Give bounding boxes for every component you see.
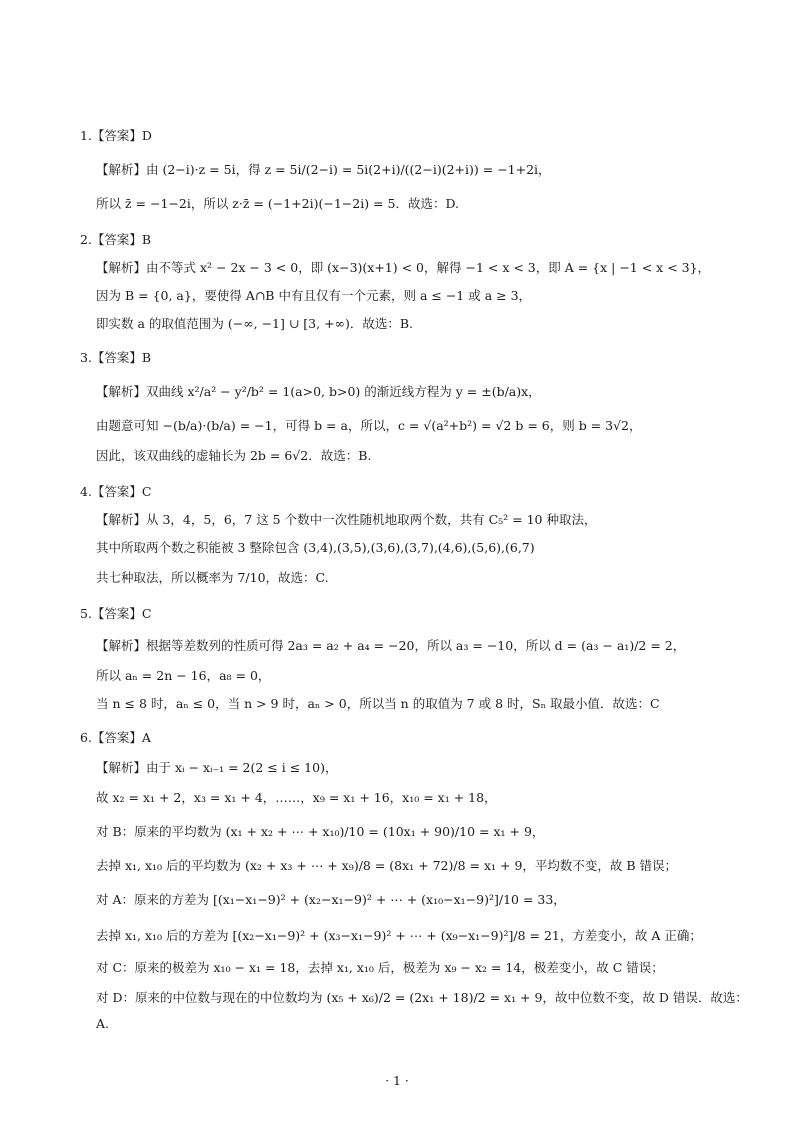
answer-4-line-2: 其中所取两个数之积能被 3 整除包含 (3,4),(3,5),(3,6),(3,7),(4,6),(5,6),(6,7) xyxy=(96,540,535,555)
answer-1-head: 1.【答案】D xyxy=(80,128,152,143)
answer-6-line-6: 去掉 x₁, x₁₀ 后的方差为 [(x₂−x₁−9)² + (x₃−x₁−9)² + ⋯ + (x₉−x₁−9)²]/8 = 21，方差变小，故 A 正确； xyxy=(96,928,702,943)
answer-6-line-1: 【解析】由于 xᵢ − xᵢ₋₁ = 2(2 ≤ i ≤ 10)， xyxy=(96,760,338,775)
answer-1-line-1: 【解析】由 (2−i)·z = 5i，得 z = 5i/(2−i) = 5i(2+i)/((2−i)(2+i)) = −1+2i， xyxy=(96,162,551,177)
answer-5-head: 5.【答案】C xyxy=(80,606,152,621)
answer-6-line-8: 对 D：原来的中位数与现在的中位数均为 (x₅ + x₆)/2 = (2x₁ + 18)/2 = x₁ + 9，故中位数不变，故 D 错误．故选： xyxy=(96,990,748,1005)
answer-6-line-5: 对 A：原来的方差为 [(x₁−x₁−9)² + (x₂−x₁−9)² + ⋯ + (x₁₀−x₁−9)²]/10 = 33， xyxy=(96,892,566,907)
answer-2-line-1: 【解析】由不等式 x² − 2x − 3 < 0，即 (x−3)(x+1) < 0，解得 −1 < x < 3，即 A = {x | −1 < x < 3}， xyxy=(96,260,711,275)
answer-6-line-4: 去掉 x₁, x₁₀ 后的平均数为 (x₂ + x₃ + ⋯ + x₉)/8 = (8x₁ + 72)/8 = x₁ + 9，平均数不变，故 B 错误； xyxy=(96,858,678,873)
answer-6-line-3: 对 B：原来的平均数为 (x₁ + x₂ + ⋯ + x₁₀)/10 = (10x₁ + 90)/10 = x₁ + 9， xyxy=(96,824,545,839)
answer-2-line-2: 因为 B = {0, a}，要使得 A∩B 中有且仅有一个元素，则 a ≤ −1 或 a ≥ 3， xyxy=(96,288,532,303)
answer-5-line-1: 【解析】根据等差数列的性质可得 2a₃ = a₂ + a₄ = −20，所以 a₃ = −10，所以 d = (a₃ − a₁)/2 = 2， xyxy=(96,638,686,653)
answer-1-line-2: 所以 z̄ = −1−2i，所以 z·z̄ = (−1+2i)(−1−2i) = 5．故选：D. xyxy=(96,196,460,211)
answer-3-line-3: 因此，该双曲线的虚轴长为 2b = 6√2．故选：B. xyxy=(96,448,372,463)
answer-3-head: 3.【答案】B xyxy=(80,350,152,365)
answer-4-line-1: 【解析】从 3，4，5，6，7 这 5 个数中一次性随机地取两个数，共有 C₅² = 10 种取法， xyxy=(96,512,597,527)
answer-6-head: 6.【答案】A xyxy=(80,730,151,745)
answer-6-line-7: 对 C：原来的极差为 x₁₀ − x₁ = 18，去掉 x₁, x₁₀ 后，极差为 x₉ − x₂ = 14，极差变小，故 C 错误； xyxy=(96,960,664,975)
answer-6-line-2: 故 x₂ = x₁ + 2，x₃ = x₁ + 4，……，x₉ = x₁ + 16，x₁₀ = x₁ + 18， xyxy=(96,790,497,805)
answer-6-line-9: A. xyxy=(96,1016,110,1031)
answer-5-line-3: 当 n ≤ 8 时，aₙ ≤ 0，当 n > 9 时，aₙ > 0，所以当 n 的取值为 7 或 8 时，Sₙ 取最小值．故选：C xyxy=(96,696,660,711)
page-number: · 1 · xyxy=(385,1073,409,1088)
answer-3-line-1: 【解析】双曲线 x²/a² − y²/b² = 1(a>0, b>0) 的渐近线方程为 y = ±(b/a)x， xyxy=(96,384,541,399)
answer-4-head: 4.【答案】C xyxy=(80,484,152,499)
answer-4-line-3: 共七种取法，所以概率为 7/10，故选：C. xyxy=(96,570,329,585)
answer-3-line-2: 由题意可知 −(b/a)·(b/a) = −1，可得 b = a，所以，c = √(a²+b²) = √2 b = 6，则 b = 3√2， xyxy=(96,418,642,433)
answer-5-line-2: 所以 aₙ = 2n − 16，a₈ = 0， xyxy=(96,668,271,683)
answer-2-head: 2.【答案】B xyxy=(80,232,152,247)
answer-2-line-3: 即实数 a 的取值范围为 (−∞, −1] ∪ [3, +∞)．故选：B. xyxy=(96,316,414,331)
